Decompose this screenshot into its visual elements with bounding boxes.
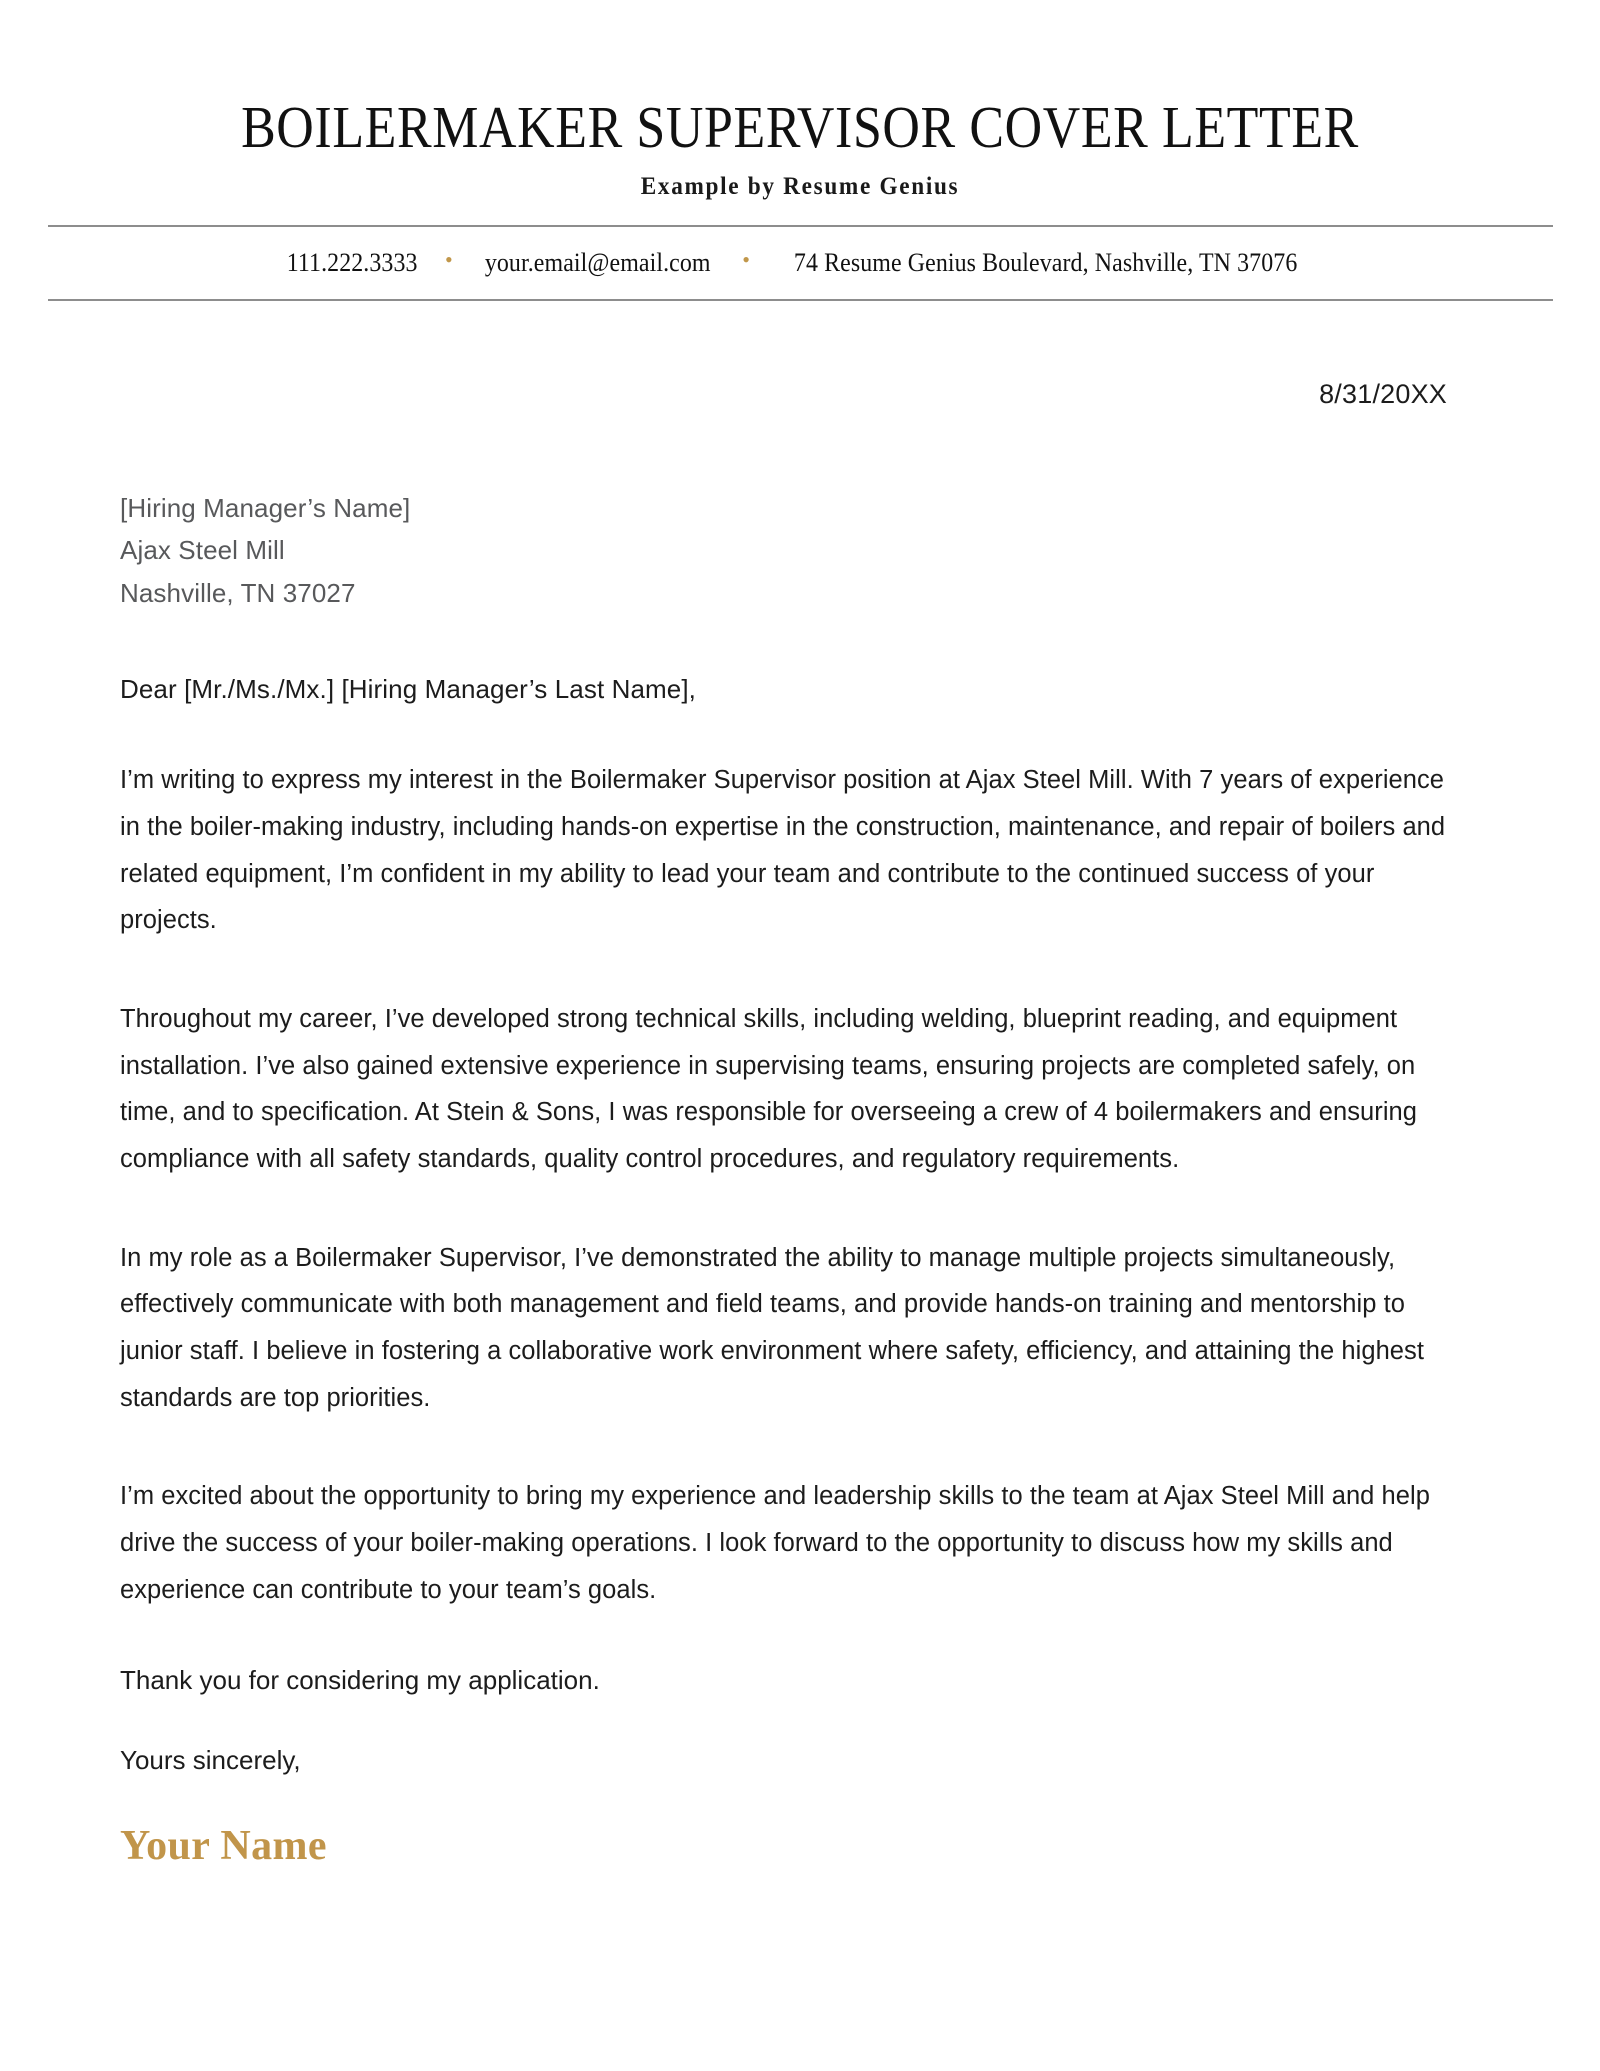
contact-phone: 111.222.3333 bbox=[286, 247, 418, 277]
page-title: BOILERMAKER SUPERVISOR COVER LETTER bbox=[241, 94, 1359, 160]
contact-email: your.email@email.com bbox=[484, 247, 711, 277]
body-paragraph: I’m writing to express my interest in the Boilermaker Supervisor position at Ajax Steel Mill. With 7 years of experience in the boiler-making industry, including hands-on expertise in the construction, maintenance, and repair of boilers and related equipment, I’m confident in my ability to lead your team and contribute to the continued success of your projects. bbox=[120, 766, 1446, 935]
closing-signoff: Yours sincerely, bbox=[120, 1745, 301, 1776]
letter-header bbox=[0, 0, 1600, 201]
recipient-block bbox=[120, 487, 1480, 615]
letter-body bbox=[0, 379, 1600, 1871]
bullet-separator-icon: • bbox=[444, 246, 453, 272]
recipient-name: [Hiring Manager’s Name] bbox=[120, 492, 411, 523]
body-paragraph: Throughout my career, I’ve developed strong technical skills, including welding, blueprint reading, and equipment installation. I’ve also gained extensive experience in supervising teams, ensuring projects are completed safely, on time, and to specification. At Stein & Sons, I was responsible for overseeing a crew of 4 boilermakers and ensuring compliance with all safety standards, quality control procedures, and regulatory requirements. bbox=[120, 1005, 1418, 1173]
contact-address: 74 Resume Genius Boulevard, Nashville, TN 37076 bbox=[793, 247, 1298, 277]
closing-thanks: Thank you for considering my application. bbox=[120, 1665, 600, 1696]
bullet-separator-icon: • bbox=[742, 246, 751, 272]
recipient-company: Ajax Steel Mill bbox=[120, 535, 285, 566]
contact-info-row bbox=[48, 227, 1553, 299]
header-divider-bottom bbox=[48, 299, 1553, 301]
body-paragraph: In my role as a Boilermaker Supervisor, I’ve demonstrated the ability to manage multiple projects simultaneously, effectively communicate with both management and field teams, and provide hands-on training and mentorship to junior staff. I believe in fostering a collaborative work environment where safety, efficiency, and attaining the highest standards are top priorities. bbox=[120, 1243, 1424, 1412]
recipient-location: Nashville, TN 37027 bbox=[120, 577, 356, 608]
salutation: Dear [Mr./Ms./Mx.] [Hiring Manager’s Last Name], bbox=[120, 674, 696, 705]
body-paragraph: I’m excited about the opportunity to bring my experience and leadership skills to the team at Ajax Steel Mill and help drive the success of your boiler-making operations. I look forward to the opportunity to discuss how my skills and experience can contribute to your team’s goals. bbox=[120, 1482, 1430, 1604]
letter-date: 8/31/20XX bbox=[1319, 378, 1447, 409]
signature-name: Your Name bbox=[120, 1823, 327, 1870]
page-subtitle: Example by Resume Genius bbox=[640, 172, 960, 200]
